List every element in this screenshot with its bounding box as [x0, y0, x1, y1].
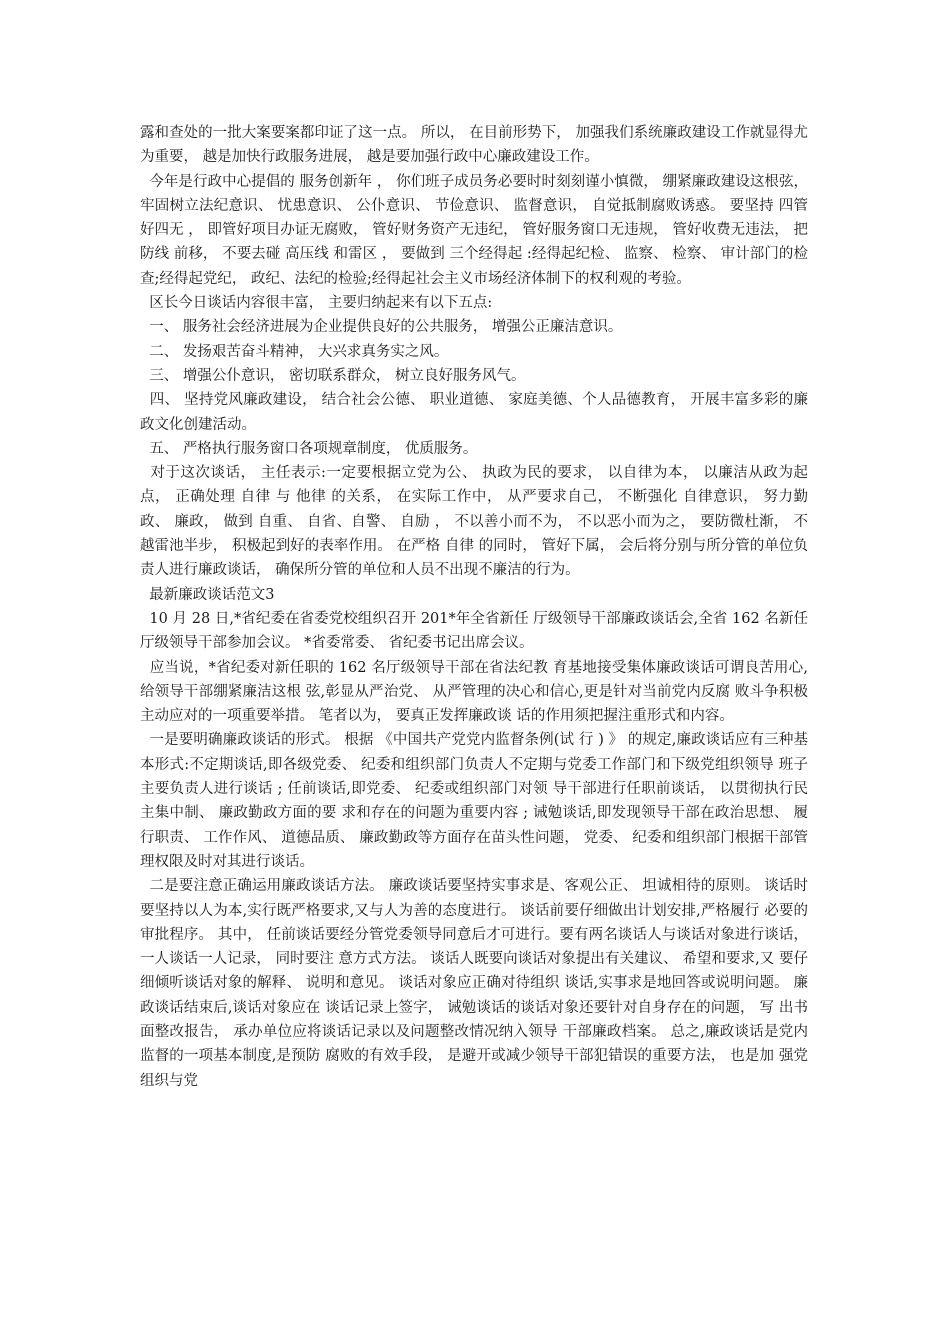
paragraph: 区长今日谈话内容很丰富， 主要归纳起来有以下五点:: [140, 295, 493, 312]
paragraph: 对于这次谈话， 主任表示:一定要根据立党为公、 执政为民的要求， 以自律为本， 以廉洁从政为起点， 正确处理 自律 与 他律 的关系， 在实际工作中， 从严要求自己， 不断强化 自律意识， 努力勤政、 廉政， 做到 自重、 自省、自警、 自励 ， 不以善小而不为， 不以恶小而为之， 要防微杜渐， 不越雷池半步， 积极起到好的表率作用。 在严格 自律 的同时， 管好下属， 会后将分别与所分管的单位负责人进行廉政谈话， 确保所分管的单位和人员不出现不廉洁的行为。: [140, 465, 808, 579]
paragraph: 应当说，*省纪委对新任职的 162 名厅级领导干部在省法纪教 育基地接受集体廉政谈话可谓良苦用心,给领导干部绷紧廉洁这根 弦,彰显从严治党、 从严管理的决心和信心,更是针对当前党内反腐 败斗争积极主动应对的一项重要举措。 笔者以为， 要真正发挥廉政谈 话的作用须把握注重形式和内容。: [140, 659, 809, 725]
list-item: 五、 严格执行服务窗口各项规章制度， 优质服务。: [140, 440, 478, 457]
list-item: 三、 增强公仆意识， 密切联系群众， 树立良好服务风气。: [140, 367, 526, 384]
list-item: 二、 发扬艰苦奋斗精神， 大兴求真务实之风。: [140, 343, 449, 360]
paragraph: 10 月 28 日,*省纪委在省委党校组织召开 201*年全省新任 厅级领导干部廉政谈话会,全省 162 名新任厅级领导干部参加会议。 *省委常委、 省纪委书记出席会议。: [140, 610, 809, 652]
paragraph: 二是要注意正确运用廉政谈话方法。 廉政谈话要坚持实事求是、客观公正、 坦诚相待的原则。 谈话时要坚持以人为本,实行既严格要求,又与人为善的态度进行。 谈话前要仔细做出计划安排,严格履行 必要的审批程序。 其中， 任前谈话要经分管党委领导同意后才可进行。要有两名谈话人与谈话对象进行谈话， 一人谈话一人记录， 同时要注 意方式方法。 谈话人既要向谈话对象提出有关建议、 希望和要求,又 要仔细倾听谈话对象的解释、 说明和意见。 谈话对象应正确对待组织 谈话,实事求是地回答或说明问题。 廉政谈话结束后,谈话对象应在 谈话记录上签字， 诫勉谈话的谈话对象还要针对自身存在的问题， 写 出书面整改报告， 承办单位应将谈话记录以及问题整改情况纳入领导 干部廉政档案。 总之,廉政谈话是党内监督的一项基本制度,是预防 腐败的有效手段， 是避开或减少领导干部犯错误的重要方法， 也是加 强党组织与党: [140, 878, 813, 1089]
paragraph: 一是要明确廉政谈话的形式。 根据 《中国共产党党内监督条例(试 行 ) 》 的规定,廉政谈话应有三种基本形式:不定期谈话,即各级党委、 纪委和组织部门负责人不定期与党委工作部门和下级党组织领导 班子主要负责人进行谈话 ; 任前谈话,即党委、 纪委或组织部门对领 导干部进行任职前谈话， 以贯彻执行民主集中制、 廉政勤政方面的要 求和存在的问题为重要内容 ; 诫勉谈话,即发现领导干部在政治思想、 履行职责、 工作作风、 道德品质、 廉政勤政等方面存在苗头性问题， 党委、 纪委和组织部门根据干部管理权限及时对其进行谈话。: [140, 732, 809, 870]
paragraph: 今年是行政中心提倡的 服务创新年 ， 你们班子成员务必要时时刻刻谨小慎微， 绷紧廉政建设这根弦， 牢固树立法纪意识、 忧患意识、 公仆意识、 节俭意识、 监督意识， 自觉抵制腐败诱惑。 要坚持 四管好四无 ， 即管好项目办证无腐败， 管好财务资产无违纪， 管好服务窗口无违规， 管好收费无违法， 把 防线 前移， 不要去碰 高压线 和雷区 ， 要做到 三个经得起 :经得起纪检、 监察、 检察、 审计部门的检查;经得起党纪， 政纪、法纪的检验;经得起社会主义市场经济体制下的权利观的考验。: [140, 173, 813, 287]
section-heading: 最新廉政谈话范文3: [140, 586, 275, 603]
document-body: [140, 121, 813, 1093]
list-item: 一、 服务社会经济进展为企业提供良好的公共服务， 增强公正廉洁意识。: [140, 319, 623, 336]
paragraph: 露和查处的一批大案要案都印证了这一点。 所以， 在目前形势下， 加强我们系统廉政建设工作就显得尤为重要， 越是加快行政服务进展， 越是要加强行政中心廉政建设工作。: [140, 125, 808, 166]
list-item: 四、 坚持党风廉政建设， 结合社会公德、 职业道德、 家庭美德、个人品德教育， 开展丰富多彩的廉政文化创建活动。: [140, 392, 808, 433]
